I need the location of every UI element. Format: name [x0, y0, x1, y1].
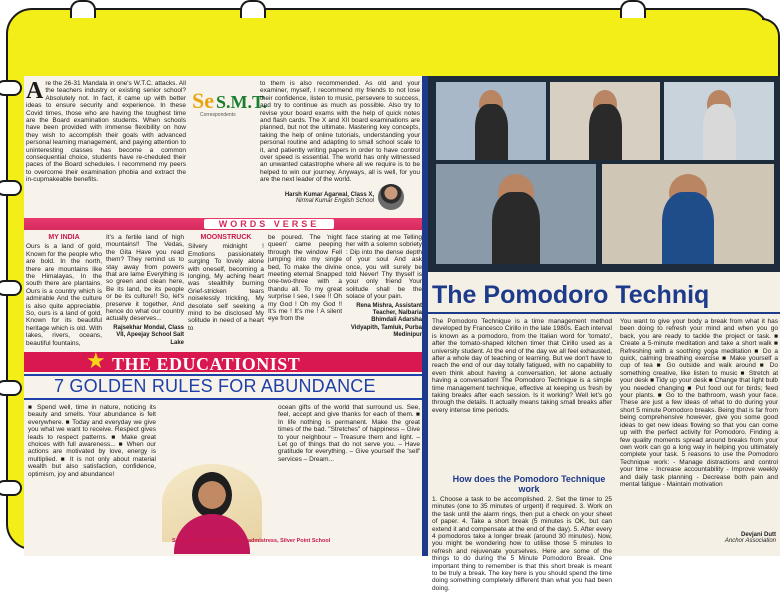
poem-column: face staring at me Telling her with a solemn sobriety : Dip into the dense depth of your soul And ask once, you will surely be told Never! Thy thyself is your only friend Your solitude shall be the solace of your pain. Rena Mishra, Assistant Teacher, Nalbaria Bhimdali Adarsha Vidyapith, Tamluk, Purba Medinipur — [346, 234, 422, 339]
video-tile — [436, 82, 546, 160]
pomodoro-subheading: How does the Pomodoro Technique work — [452, 474, 606, 494]
article-column-1 — [26, 80, 186, 214]
poem-column: It's a fertile land of high mountains!! The Vedas, the Gita Have you read them? They remind us to stay away from powers that are lame Everything is so green and clean here, Be its land, be its people or be its culture!! So, let's preserve it together, And hence do what our country actually deserves... Rajsekhar Mondal, Class VII, Apeejay School Salt Lake — [106, 234, 184, 346]
divider — [428, 312, 780, 314]
educationist-headline: 7 GOLDEN RULES FOR ABUNDANCE — [54, 376, 376, 396]
poem-column: MY INDIA Ours is a land of gold, Known for the people who are bold. In the north, there are mountains like the Himalayas, In the south there are plantains. Ours is a country which is admirable And the culture is also quite appreciable. So, ours is a land of gold, Known for its beautiful heritage which is old. With lakes, rivers, oceans, beautiful fountains, — [26, 234, 102, 347]
educationist-caption: Sucharita Roychowdhury, Headmistress, Silver Point School — [172, 538, 331, 544]
video-tile — [664, 82, 774, 160]
video-tile — [602, 164, 774, 264]
dropcap: A — [26, 78, 44, 104]
educationist-title: THE EDUCATIONIST — [112, 354, 301, 374]
article-text: re the 26-31 Mandala in one's W.T.C. attacks. All the teachers industry or existing senior school? Absolutely not. In fact, it came up with better ideas to ensure security and experience. In these Covid times, those who are having the toughest time are the Board examination students. When schools have been provided with immense flexibility on how they wish to accomplish their goals with advanced personal learning management, and paying attention to uninteresting classes has become a common consequential choice, students have re-cheduled their paces of the Board schedules. I recommend my peers to overcome their examination phobia and extract the in-cupmakeable benefits. — [26, 80, 186, 184]
newspaper-page — [24, 76, 780, 592]
spiral-ring — [0, 280, 22, 296]
poem-column: be poured. The 'night queen' came peeping through the window Fell jumping into my single bed, To make the divine meeting eternal Snapped one-two-three with a thandu all. To my great surprise I see, I see !! Oh my God ! Oh my God !! It's me ! It's me ! A silent eye from the — [268, 234, 342, 323]
pomodoro-column-1: The Pomodoro Technique is a time management method developed by Francesco Cirillo in the late 1980s. Each interval is known as a pomodoro, from the Italian word for 'tomato', after the tomato-shaped kitchen timer that Cirillo used as a university student. At the end of the day we all feel exhausted, after a whole day of teaching or learning. But we don't have to reach the end of our day totally fatigued, with no capability to even think about having a conversation, let alone actually having a conversation! The Pomodoro Technique is a simple time management technique, effective at keeping us fresh by taking breaks after each session. Is it working? Well let's go through the details. It actually means taking small breaks after every intense time periods. — [432, 318, 612, 414]
educationist-column-1: ■ Spend well, time in nature, noticing its beauty and smells. Your abundance is felt everywhere. ■ Today and everyday we give you what we want to receive. Respect gives leads to respect patterns. ■ Make great choices with full awareness... ■ When our actions are motivated by love, energy is multiplied. ■ It is not only about material wealth but also satisfaction, confidence, optimism, joy and abundance! — [28, 404, 156, 478]
smart-logo-subtitle: Correspondents — [200, 112, 236, 118]
divider — [24, 398, 424, 400]
smart-logo: Se S.M.T. — [192, 88, 268, 113]
spiral-ring — [0, 480, 22, 496]
pomodoro-steps: 1. Choose a task to be accomplished. 2. Set the timer to 25 minutes (one to 35 minutes of urgent) if required. 3. Work on the task until the alarm rings, then put a check on your sheet of paper. 4. Take a short break (5 minutes is OK, but can extend it and compensate at the end of the day). 5. After every 4 pomodoros take a longer break (around 30 minutes). Now, you might be wondering how to utilise those 5 minutes to refresh and rejuvenate yourselves. Here are some of the things to do during the 5 Minute Pomodoro Break. One important thing to remember is that this short break is meant to be truly a break. The key here is you should spend the time doing something completely different than what you had been doing. — [432, 496, 612, 592]
star-icon: ★ — [86, 348, 106, 373]
binder-tab — [620, 0, 646, 18]
article-signature: Harsh Kumar Agarwal, Class X, Nirmal Kumar English School — [284, 192, 374, 204]
author-photo — [378, 184, 404, 210]
video-tile — [550, 82, 660, 160]
pomodoro-column-2: You want to give your body a break from what it has been doing to refresh your mind and when you go back, you are ready to tackle the project or task. ■ Create a 5-minute meditation and take a short walk ■ Refreshing with a soothing yoga meditation ■ Do a quick, calming breathing exercise ■ Make yourself a cup of tea ■ Go outside and walk around ■ Do something creative, like listen to music ■ Stretch at your desk ■ Tidy up your desk ■ Change that light bulb you needed changing ■ Put food out for birds; feed your plants. ■ Go to the bathroom, wash your face. These are just a few ideas of what to do during your short 5 minute Pomodoro breaks. Being that is far from being comprehensive however, give you some good ideas to get new ideas flowing so that you can come up with the perfect activity for Pomodoro. Finding a few quality moments spread around breaks from your own work can go a long way in helping you ultimately complete your task. 5 reasons to use the Pomodoro Technique work: - Manage distractions and control your time - Increase accountability - Improve weekly and daily task planning - Decrease both pain and mental fatigue - Maintain motivation — [620, 318, 778, 488]
article-column-2: to them is also recommended. As old and your examiner, myself, I recommend my friends to not lose their confidence, listen to music, persevere to success, and try to continue as much as possible. Also try to revise your board exams with the help of quick notes and flash cards. The X and XII board examinations are planned, but not the ultimate. Mastering key concepts, taking the help of online tutorials, understanding your personal routine and adapting to small school scale to it, and patiently writing papers in order to have control over speed is essential. The world has only witnessed an unwanted catastrophe where all we require is to be helped to win our journey. Anyways, all is well, for you are the next leader of the world. — [260, 80, 420, 184]
binder-tab — [70, 0, 96, 18]
poem-column: MOONSTRUCK Silvery midnight ! Emotions passionately surging To lovely alone with oneself, becoming a longing, My aching heart was stealthily burning Grief-stricken tears noiselessly trickling, My desolate self seeking a mind to be disclosed My solitude in need of a heart to — [188, 234, 264, 332]
words-verse-title: WORDS VERSE — [204, 219, 334, 229]
binder-tab — [240, 0, 266, 18]
video-tile — [436, 164, 596, 264]
spiral-ring — [0, 80, 22, 96]
pomodoro-signature: Devjani Dutt Anchor Association — [724, 532, 776, 544]
educationist-photo — [162, 464, 262, 542]
spiral-ring — [0, 180, 22, 196]
educationist-column-2: ocean gifts of the world that surround us. See, feel, accept and give thanks for each of them. ■ In life nothing is permanent. Make the great times of the bad. "Stretches" of happiness – Give to your neighbour – Treasure them and light. – Let go of things that do not serve you. – Have gratitude for everything. – Give yourself the 'self' services – Dream... — [278, 404, 420, 463]
spiral-ring — [0, 380, 22, 396]
pomodoro-headline: The Pomodoro Techniq — [432, 281, 710, 309]
video-call-screenshot — [428, 76, 780, 272]
